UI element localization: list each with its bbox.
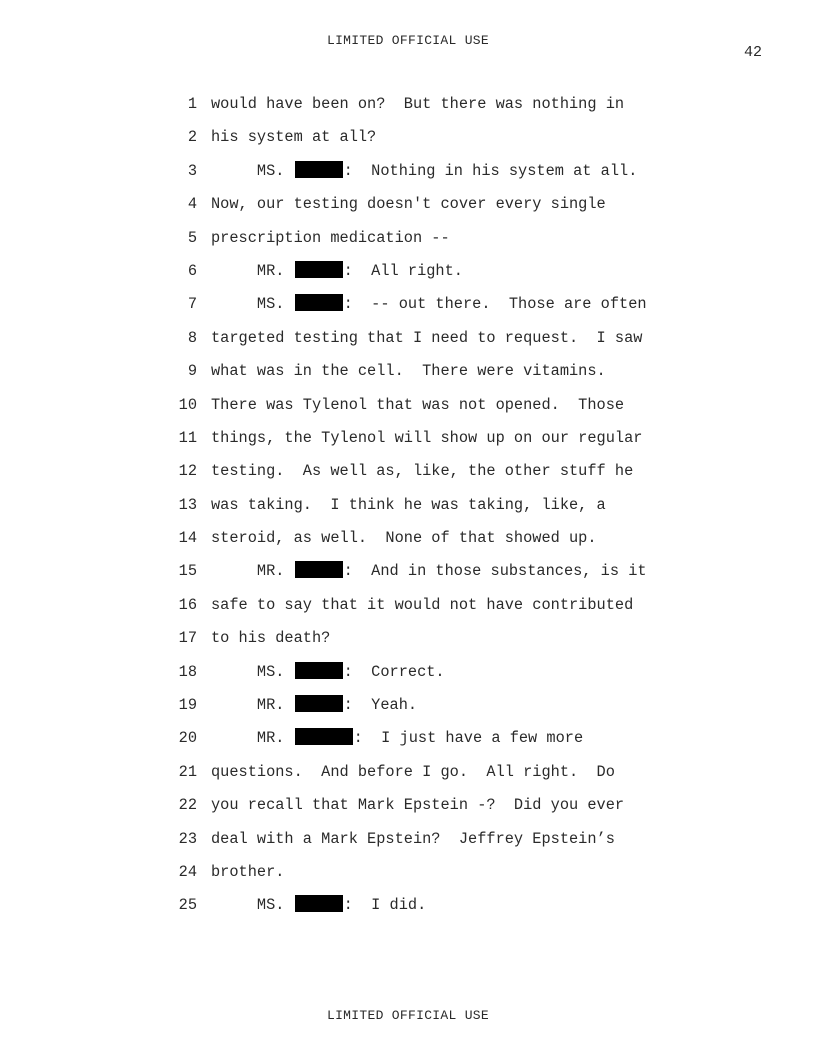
line-text: his system at all? bbox=[211, 128, 377, 147]
line-number: 3 bbox=[187, 161, 197, 180]
line-number: 5 bbox=[187, 228, 197, 247]
line-number: 1 bbox=[187, 95, 197, 113]
transcript-line bbox=[0, 627, 816, 660]
line-number: 13 bbox=[178, 495, 197, 514]
line-text: you recall that Mark Epstein -? Did you ever bbox=[211, 796, 625, 815]
transcript-line bbox=[0, 360, 816, 393]
redaction-box bbox=[295, 294, 343, 311]
line-number: 23 bbox=[178, 829, 197, 848]
line-number: 7 bbox=[187, 295, 197, 314]
transcript-line bbox=[0, 560, 816, 593]
transcript-line bbox=[0, 394, 816, 427]
transcript-line bbox=[0, 727, 816, 760]
transcript-line bbox=[0, 694, 816, 727]
speaker-line bbox=[211, 560, 647, 582]
header-classification: LIMITED OFFICIAL USE bbox=[326, 33, 490, 48]
line-number: 16 bbox=[178, 595, 197, 614]
line-text: things, the Tylenol will show up on our regular bbox=[211, 428, 643, 447]
redaction-box bbox=[295, 895, 343, 912]
line-text: : Nothing in his system at all. bbox=[343, 161, 638, 180]
line-text: Now, our testing doesn't cover every single bbox=[211, 195, 606, 214]
transcript-line bbox=[0, 494, 816, 527]
speaker-title: MR. bbox=[256, 261, 285, 280]
line-text: questions. And before I go. All right. Do bbox=[211, 762, 615, 781]
line-number: 4 bbox=[187, 195, 197, 214]
transcript-line bbox=[0, 794, 816, 827]
line-number: 25 bbox=[178, 896, 197, 915]
transcript-line bbox=[0, 327, 816, 360]
transcript-line bbox=[0, 761, 816, 794]
line-number: 8 bbox=[187, 328, 197, 347]
transcript-line bbox=[0, 160, 816, 193]
line-number: 2 bbox=[187, 128, 197, 147]
speaker-title: MS. bbox=[256, 896, 285, 915]
transcript-line bbox=[0, 460, 816, 493]
redaction-box bbox=[295, 561, 343, 578]
line-number: 11 bbox=[178, 428, 197, 447]
line-number: 9 bbox=[187, 362, 197, 381]
speaker-line bbox=[211, 894, 426, 916]
line-text: : All right. bbox=[343, 261, 463, 280]
speaker-line bbox=[211, 694, 417, 716]
line-text: to his death? bbox=[211, 629, 331, 648]
line-number: 22 bbox=[178, 796, 197, 815]
line-text: testing. As well as, like, the other stuff he bbox=[211, 462, 634, 481]
transcript-line bbox=[0, 861, 816, 894]
transcript-line bbox=[0, 193, 816, 226]
speaker-line bbox=[211, 727, 583, 749]
speaker-line bbox=[211, 293, 647, 315]
transcript-line bbox=[0, 126, 816, 159]
transcript-line bbox=[0, 894, 816, 927]
line-text: : -- out there. Those are often bbox=[343, 295, 647, 314]
line-number: 20 bbox=[178, 729, 197, 748]
transcript-line bbox=[0, 594, 816, 627]
speaker-title: MR. bbox=[256, 729, 285, 748]
transcript-line bbox=[0, 427, 816, 460]
line-text: There was Tylenol that was not opened. Those bbox=[211, 395, 625, 414]
line-number: 21 bbox=[178, 762, 197, 781]
speaker-line bbox=[211, 160, 637, 182]
transcript-line bbox=[0, 93, 816, 126]
line-text: : And in those substances, is it bbox=[343, 562, 647, 581]
line-text: targeted testing that I need to request. I saw bbox=[211, 328, 643, 347]
speaker-line bbox=[211, 661, 445, 683]
redaction-box bbox=[295, 261, 343, 278]
line-number: 12 bbox=[178, 462, 197, 481]
redaction-box bbox=[295, 728, 353, 745]
transcript-line bbox=[0, 828, 816, 861]
transcript-line bbox=[0, 661, 816, 694]
speaker-title: MS. bbox=[256, 662, 285, 681]
line-text: : I just have a few more bbox=[353, 729, 584, 748]
line-text: prescription medication -- bbox=[211, 228, 450, 247]
line-text: deal with a Mark Epstein? Jeffrey Epstein’s bbox=[211, 829, 615, 848]
speaker-line bbox=[211, 260, 463, 282]
transcript-line bbox=[0, 260, 816, 293]
redaction-box bbox=[295, 161, 343, 178]
line-number: 15 bbox=[178, 562, 197, 581]
line-number: 18 bbox=[178, 662, 197, 681]
line-text: would have been on? But there was nothing in bbox=[211, 95, 625, 113]
transcript-line bbox=[0, 227, 816, 260]
line-text: was taking. I think he was taking, like, a bbox=[211, 495, 606, 514]
line-number: 14 bbox=[178, 529, 197, 548]
speaker-title: MR. bbox=[256, 562, 285, 581]
line-text: : I did. bbox=[343, 896, 427, 915]
line-text: safe to say that it would not have contributed bbox=[211, 595, 634, 614]
line-number: 24 bbox=[178, 862, 197, 881]
speaker-title: MS. bbox=[256, 161, 285, 180]
line-text: : Correct. bbox=[343, 662, 445, 681]
redaction-box bbox=[295, 695, 343, 712]
page-number: 42 bbox=[743, 44, 762, 61]
transcript-line bbox=[0, 527, 816, 560]
line-text: brother. bbox=[211, 862, 285, 881]
line-number: 6 bbox=[187, 261, 197, 280]
line-text: steroid, as well. None of that showed up. bbox=[211, 529, 597, 548]
redaction-box bbox=[295, 662, 343, 679]
line-number: 19 bbox=[178, 696, 197, 715]
speaker-title: MS. bbox=[256, 295, 285, 314]
line-text: : Yeah. bbox=[343, 696, 418, 715]
line-number: 17 bbox=[178, 629, 197, 648]
speaker-title: MR. bbox=[256, 696, 285, 715]
line-number: 10 bbox=[178, 395, 197, 414]
transcript-body bbox=[0, 93, 816, 928]
transcript-line bbox=[0, 293, 816, 326]
line-text: what was in the cell. There were vitamins. bbox=[211, 362, 606, 381]
footer-classification: LIMITED OFFICIAL USE bbox=[326, 1008, 490, 1023]
